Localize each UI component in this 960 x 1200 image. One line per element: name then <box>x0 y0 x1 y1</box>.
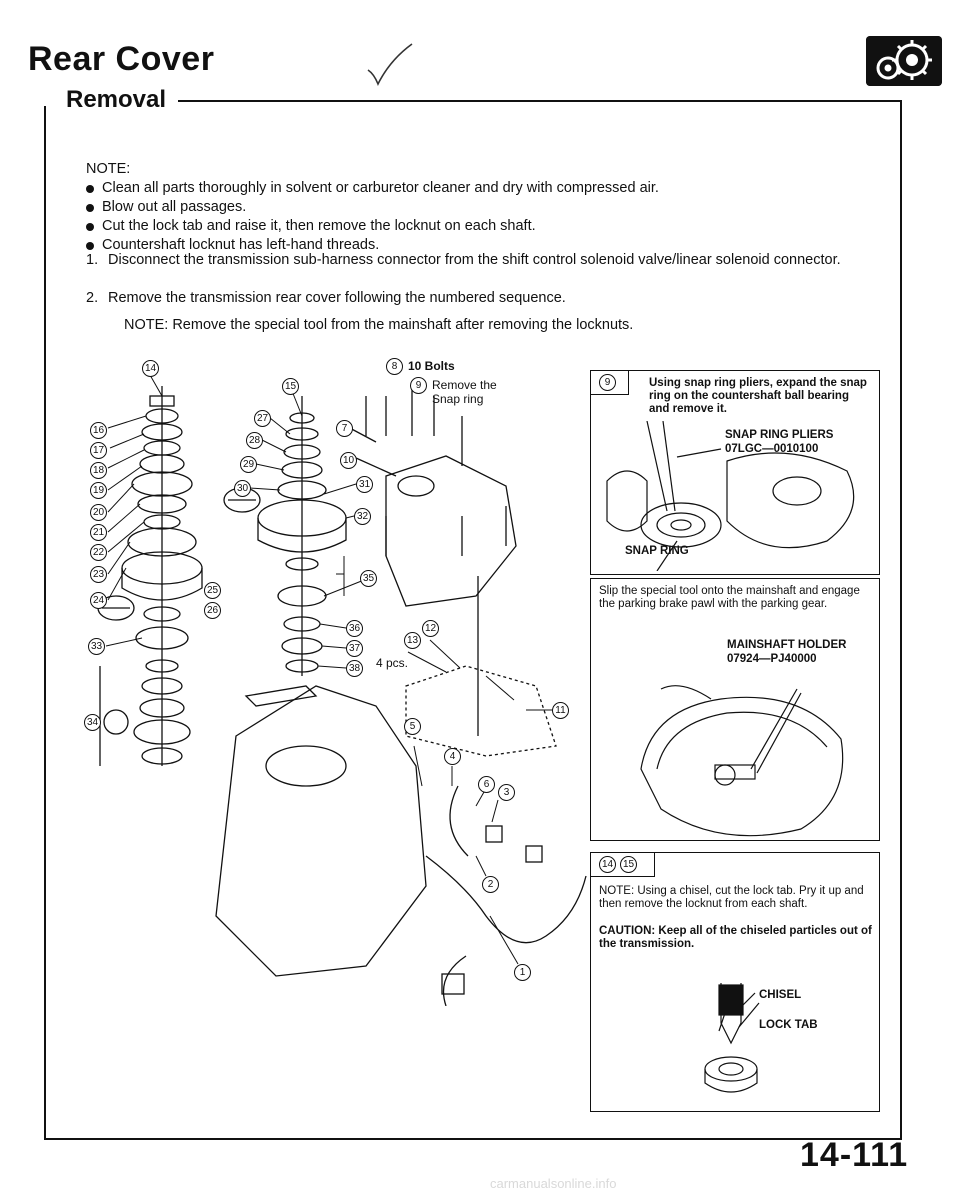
callout-38: 38 <box>346 660 363 677</box>
mainshaft-holder-panel <box>590 578 880 841</box>
callout-20: 20 <box>90 504 107 521</box>
callout-4: 4 <box>444 748 461 765</box>
snap-label-line2: Snap ring <box>432 392 484 406</box>
callout-30: 30 <box>234 480 251 497</box>
callout-5: 5 <box>404 718 421 735</box>
caution-text <box>599 925 873 951</box>
callout-10: 10 <box>340 452 357 469</box>
snap-ring-pliers-code: 07LGC—0010100 <box>725 443 819 455</box>
callout-16: 16 <box>90 422 107 439</box>
snap-ring-instruction: Using snap ring pliers, expand the snap ring on the countershaft ball bearing and remove it. <box>649 377 867 415</box>
step-tag <box>591 371 629 395</box>
callout-13: 13 <box>404 632 421 649</box>
callout-17: 17 <box>90 442 107 459</box>
note-item: Cut the lock tab and raise it, then remove the locknut on each shaft. <box>86 217 659 236</box>
lock-tab-label: LOCK TAB <box>759 1019 818 1031</box>
callout-15: 15 <box>282 378 299 395</box>
callout-12: 12 <box>422 620 439 637</box>
step-number: 1. <box>86 252 99 268</box>
tag-15: 15 <box>620 856 637 873</box>
step-text: Disconnect the transmission sub-harness connector from the shift control solenoid valve/linear solenoid connector. <box>108 252 841 268</box>
callout-25: 25 <box>204 582 221 599</box>
caution-label: CAUTION: <box>599 925 656 937</box>
step-1 <box>86 252 841 268</box>
callout-37: 37 <box>346 640 363 657</box>
note-item: Blow out all passages. <box>86 198 659 217</box>
section-title: Removal <box>66 86 178 114</box>
callout-2: 2 <box>482 876 499 893</box>
mainshaft-holder-illustration <box>601 669 871 837</box>
step-tag <box>591 853 655 877</box>
callout-18: 18 <box>90 462 107 479</box>
callout-7: 7 <box>336 420 353 437</box>
callout-34: 34 <box>84 714 101 731</box>
callout-9: 9 <box>410 377 427 394</box>
callout-24: 24 <box>90 592 107 609</box>
callout-22: 22 <box>90 544 107 561</box>
step-number: 2. <box>86 290 99 306</box>
mainshaft-holder-label: MAINSHAFT HOLDER <box>727 639 847 651</box>
callout-29: 29 <box>240 456 257 473</box>
step-2 <box>86 290 566 306</box>
note-item: Clean all parts thoroughly in solvent or carburetor cleaner and dry with compressed air. <box>86 179 659 198</box>
bolts-label: 10 Bolts <box>408 359 455 373</box>
callout-27: 27 <box>254 410 271 427</box>
step-note: NOTE: Remove the special tool from the mainshaft after removing the locknuts. <box>124 317 634 333</box>
page-title: Rear Cover <box>28 40 215 78</box>
checkmark-icon <box>360 40 420 90</box>
callout-32: 32 <box>354 508 371 525</box>
callout-35: 35 <box>360 570 377 587</box>
callout-21: 21 <box>90 524 107 541</box>
callout-33: 33 <box>88 638 105 655</box>
mainshaft-holder-code: 07924—PJ40000 <box>727 653 817 665</box>
watermark: carmanualsonline.info <box>490 1176 617 1191</box>
callout-19: 19 <box>90 482 107 499</box>
transmission-gear-icon <box>866 36 942 86</box>
snap-label-line1: Remove the <box>432 378 497 392</box>
callout-8: 8 <box>386 358 403 375</box>
callout-14: 14 <box>142 360 159 377</box>
snap-ring-label: SNAP RING <box>625 545 689 557</box>
tag-9: 9 <box>599 374 616 391</box>
snap-ring-panel <box>590 370 880 575</box>
callout-23: 23 <box>90 566 107 583</box>
callout-6: 6 <box>478 776 495 793</box>
exploded-view-diagram <box>86 356 590 1006</box>
callout-11: 11 <box>552 702 569 719</box>
callout-1: 1 <box>514 964 531 981</box>
tag-14: 14 <box>599 856 616 873</box>
note-label: NOTE: <box>86 161 131 177</box>
lock-tab-panel <box>590 852 880 1112</box>
callout-3: 3 <box>498 784 515 801</box>
chisel-label: CHISEL <box>759 989 802 1001</box>
note-item: Countershaft locknut has left-hand threads. <box>86 236 659 255</box>
callout-36: 36 <box>346 620 363 637</box>
mainshaft-holder-instruction: Slip the special tool onto the mainshaft and engage the parking brake pawl with the parking gear. <box>599 585 860 610</box>
callout-28: 28 <box>246 432 263 449</box>
lock-tab-note: NOTE: Using a chisel, cut the lock tab. Pry it up and then remove the locknut from each shaft. <box>599 885 864 910</box>
note-list <box>86 179 659 255</box>
callout-31: 31 <box>356 476 373 493</box>
caution-body: Keep all of the chiseled particles out of the transmission. <box>599 925 872 950</box>
snap-ring-pliers-label: SNAP RING PLIERS <box>725 429 834 441</box>
pcs-label: 4 pcs. <box>376 656 409 670</box>
page-number: 14-111 <box>800 1136 909 1174</box>
exploded-view-illustration <box>86 356 590 1006</box>
step-text: Remove the transmission rear cover following the numbered sequence. <box>108 290 566 306</box>
callout-26: 26 <box>204 602 221 619</box>
